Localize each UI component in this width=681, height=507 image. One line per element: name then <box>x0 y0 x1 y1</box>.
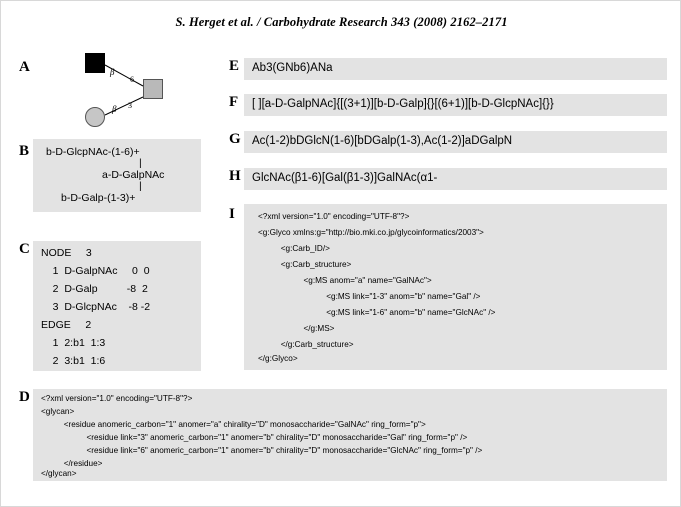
panel-i-line-10: </g:Glyco> <box>258 354 298 363</box>
panel-c-line-7: 2 3:b1 1:6 <box>41 355 106 367</box>
panel-letter-g: G <box>229 131 241 147</box>
panel-b-box <box>33 139 201 212</box>
panel-e-box <box>244 58 667 80</box>
panel-c-line-1: NODE 3 <box>41 247 92 259</box>
panel-c-line-5: EDGE 2 <box>41 319 92 331</box>
panel-f-text: [ ][a-D-GalpNAc]{[(3+1)][b-D-Galp]{}[(6+1)][b-D-GlcpNAc]{}} <box>252 98 554 110</box>
panel-i-line-2: <g:Glyco xmlns:g="http://bio.mki.co.jp/glycoinformatics/2003"> <box>258 228 484 237</box>
panel-c-line-6: 1 2:b1 1:3 <box>41 337 106 349</box>
panel-d-line-2: <glycan> <box>41 407 75 416</box>
panel-d-line-4: <residue link="3" anomeric_carbon="1" anomer="b" chirality="D" monosaccharide="Gal" ring_form="p" /> <box>41 433 468 442</box>
linkage-lines <box>61 53 201 133</box>
panel-i-line-5: <g:MS anom="a" name="GalNAc"> <box>258 276 432 285</box>
panel-a-glycan-symbol-diagram <box>61 53 201 133</box>
panel-letter-h: H <box>229 168 241 184</box>
panel-c-box <box>33 241 201 371</box>
panel-i-line-1: <?xml version="1.0" encoding="UTF-8"?> <box>258 212 410 221</box>
panel-c-line-2: 1 D-GalpNAc 0 0 <box>41 265 150 277</box>
panel-d-line-5: <residue link="6" anomeric_carbon="1" anomer="b" chirality="D" monosaccharide="GlcNAc" ring_form="p" /> <box>41 446 483 455</box>
panel-letter-c: C <box>19 241 30 257</box>
panel-letter-b: B <box>19 143 30 159</box>
panel-e-text: Ab3(GNb6)ANa <box>252 62 333 74</box>
panel-b-line-4: | <box>139 180 142 192</box>
panel-letter-d: D <box>19 389 30 405</box>
panel-i-line-4: <g:Carb_structure> <box>258 260 352 269</box>
panel-a-label-beta-bottom: β <box>112 104 117 114</box>
panel-letter-f: F <box>229 94 239 110</box>
panel-b-line-3: a-D-GalpNAc <box>102 169 165 181</box>
panel-h-text: GlcNAc(β1-6)[Gal(β1-3)]GalNAc(α1- <box>252 172 438 184</box>
panel-d-line-1: <?xml version="1.0" encoding="UTF-8"?> <box>41 394 193 403</box>
panel-b-line-1: b-D-GlcpNAc-(1-6)+ <box>46 146 140 158</box>
panel-c-line-4: 3 D-GlcpNAc -8 -2 <box>41 301 151 313</box>
panel-i-box <box>244 204 667 370</box>
panel-g-box <box>244 131 667 153</box>
panel-i-line-8: </g:MS> <box>258 324 335 333</box>
panel-d-line-3: <residue anomeric_carbon="1" anomer="a" chirality="D" monosaccharide="GalNAc" ring_form="p"> <box>41 420 426 429</box>
panel-b-line-2: | <box>139 157 142 169</box>
running-head: S. Herget et al. / Carbohydrate Research 343 (2008) 2162–2171 <box>175 15 508 29</box>
panel-a-label-3: 3 <box>128 101 132 110</box>
panel-letter-a: A <box>19 59 30 75</box>
panel-g-text: Ac(1-2)bDGlcN(1-6)[bDGalp(1-3),Ac(1-2)]aDGalpN <box>252 135 513 147</box>
panel-a-label-6: 6 <box>130 75 134 84</box>
panel-letter-i: I <box>229 206 235 222</box>
panel-b-line-5: b-D-Galp-(1-3)+ <box>61 192 136 204</box>
panel-a-label-beta-top: β <box>110 67 115 77</box>
panel-c-line-3: 2 D-Galp -8 2 <box>41 283 148 295</box>
panel-i-line-6: <g:MS link="1-3" anom="b" name="Gal" /> <box>258 292 481 301</box>
panel-d-box <box>33 389 667 481</box>
panel-letter-e: E <box>229 58 240 74</box>
panel-d-line-7: </glycan> <box>41 469 77 478</box>
panel-f-box <box>244 94 667 116</box>
panel-i-line-3: <g:Carb_ID/> <box>258 244 330 253</box>
panel-i-line-9: </g:Carb_structure> <box>258 340 354 349</box>
panel-d-line-6: </residue> <box>41 459 103 468</box>
panel-i-line-7: <g:MS link="1-6" anom="b" name="GlcNAc" /> <box>258 308 496 317</box>
panel-h-box <box>244 168 667 190</box>
